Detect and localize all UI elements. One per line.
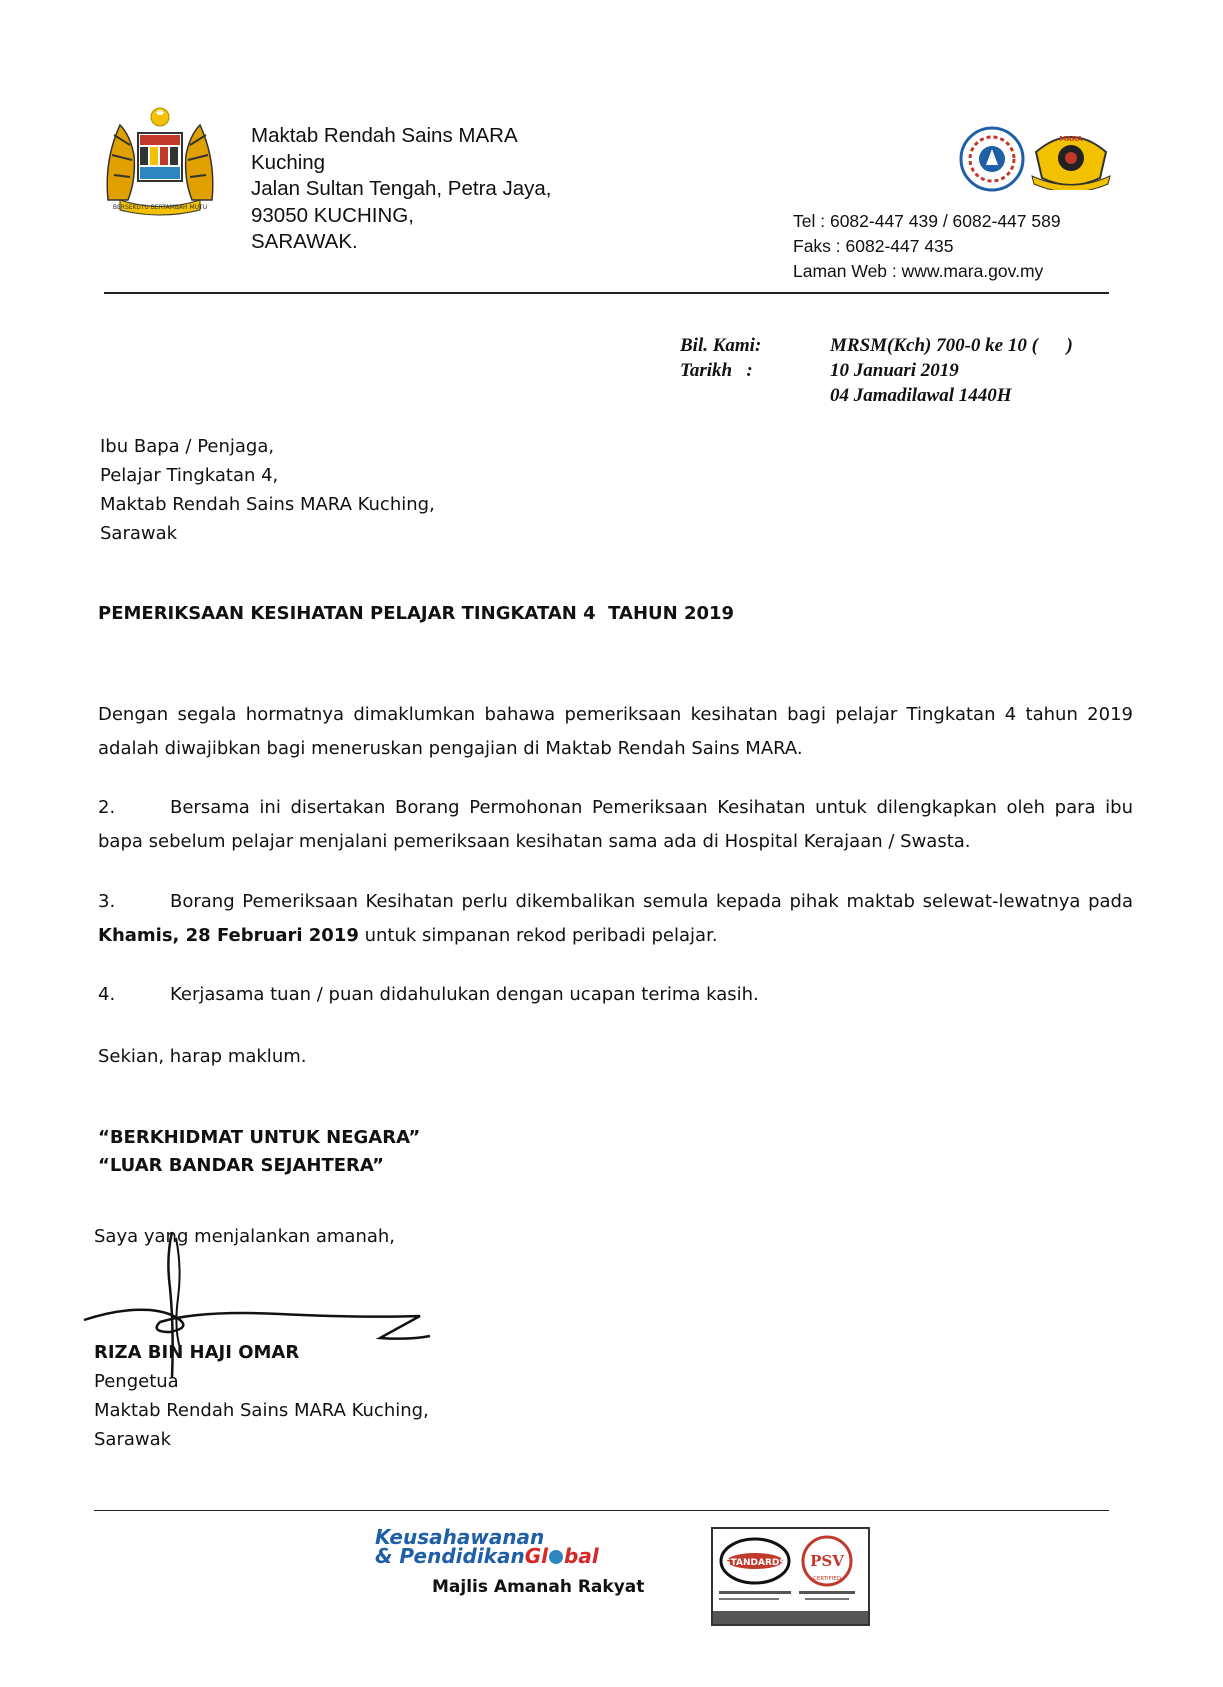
handwritten-signature (80, 1228, 440, 1388)
slogan-line-2 (375, 1544, 599, 1568)
paragraph-4-text: Kerjasama tuan / puan didahulukan dengan ucapan terima kasih. (170, 984, 759, 1005)
contact-block (793, 209, 1061, 284)
paragraph-4 (98, 978, 1133, 1012)
recipient-line: Sarawak (100, 523, 178, 544)
mara-badge-label: MARA (1059, 135, 1083, 143)
paragraph-number: 4. (98, 984, 116, 1005)
globe-icon (549, 1550, 563, 1564)
paragraph-number: 3. (98, 891, 116, 912)
paragraph-2-text: Bersama ini disertakan Borang Permohonan Pemeriksaan Kesihatan untuk dilengkapkan oleh para ibu bapa sebelum pelajar menjalani pemeriksaan kesihatan sama ada di Hospital Kerajaan / Swasta. (98, 797, 1133, 852)
footer-slogan (375, 1525, 599, 1568)
ref-date-gregorian: 10 Januari 2019 (830, 360, 959, 381)
recipient-line: Ibu Bapa / Penjaga, (100, 436, 275, 457)
paragraph-3-text: Borang Pemeriksaan Kesihatan perlu dikembalikan semula kepada pihak maktab selewat-lewatnya pada (170, 891, 1133, 912)
ref-tarikh-label: Tarikh : (680, 360, 753, 381)
slogan-global-part: bal (564, 1544, 599, 1568)
certification-logos (713, 1529, 868, 1624)
address-line: Kuching (251, 150, 326, 174)
mrsm-round-emblem (958, 125, 1026, 193)
coat-of-arms-caption: BERSEKUTU BERTAMBAH MUTU (112, 204, 208, 211)
paragraph-number: 2. (98, 797, 116, 818)
signature-intro: Saya yang menjalankan amanah, (94, 1226, 396, 1247)
ref-date-hijri: 04 Jamadilawal 1440H (830, 385, 1012, 406)
subject-heading: PEMERIKSAAN KESIHATAN PELAJAR TINGKATAN 4 TAHUN 2019 (98, 603, 735, 624)
psv-label: PSV (810, 1552, 844, 1570)
coat-of-arms-logo (100, 105, 220, 220)
certification-badge (711, 1527, 870, 1626)
recipient-line: Maktab Rendah Sains MARA Kuching, (100, 494, 435, 515)
address-line: Jalan Sultan Tengah, Petra Jaya, (251, 177, 552, 200)
signatory-state: Sarawak (94, 1429, 172, 1450)
signatory-name: RIZA BIN HAJI OMAR (94, 1342, 300, 1363)
signatory-org: Maktab Rendah Sains MARA Kuching, (94, 1400, 429, 1421)
motto-line: “BERKHIDMAT UNTUK NEGARA” (98, 1127, 421, 1148)
footer-org-name: Majlis Amanah Rakyat (432, 1577, 645, 1597)
web-text: Laman Web : www.mara.gov.my (793, 261, 1044, 281)
slogan-part: & Pendidikan (375, 1544, 525, 1568)
paragraph-1: Dengan segala hormatnya dimaklumkan bahawa pemeriksaan kesihatan bagi pelajar Tingkatan 4 tahun 2019 adalah diwajibkan bagi meneruskan pengajian di Maktab Rendah Sains MARA. (98, 704, 1133, 759)
certified-label: CERTIFIED (812, 1576, 842, 1582)
recipient-line: Pelajar Tingkatan 4, (100, 465, 279, 486)
slogan-line-1: Keusahawanan (375, 1525, 545, 1549)
slogan-global-part: Gl (524, 1544, 548, 1568)
ref-bil-value: MRSM(Kch) 700-0 ke 10 ( ) (830, 335, 1073, 356)
tel-text: Tel : 6082-447 439 / 6082-447 589 (793, 211, 1061, 231)
recipient-block (100, 432, 435, 548)
paragraph-2 (98, 791, 1133, 859)
address-line: Maktab Rendah Sains MARA (251, 124, 518, 147)
motto-block (98, 1124, 420, 1180)
sender-address (251, 123, 552, 256)
address-line: 93050 KUCHING, (251, 203, 414, 227)
header-divider (104, 292, 1109, 294)
footer-divider (94, 1510, 1109, 1511)
motto-line: “LUAR BANDAR SEJAHTERA” (98, 1155, 384, 1176)
address-line: SARAWAK. (251, 230, 358, 253)
ref-bil-label: Bil. Kami: (680, 335, 762, 356)
mara-shield-emblem (1030, 128, 1112, 190)
deadline-date: Khamis, 28 Februari 2019 (98, 925, 359, 946)
paragraph-3 (98, 885, 1133, 953)
closing-text: Sekian, harap maklum. (98, 1046, 307, 1067)
standards-label: STANDARDS (724, 1558, 786, 1568)
paragraph-3-text-end: untuk simpanan rekod peribadi pelajar. (358, 925, 718, 946)
fax-text: Faks : 6082-447 435 (793, 236, 954, 256)
signatory-title: Pengetua (94, 1371, 179, 1392)
